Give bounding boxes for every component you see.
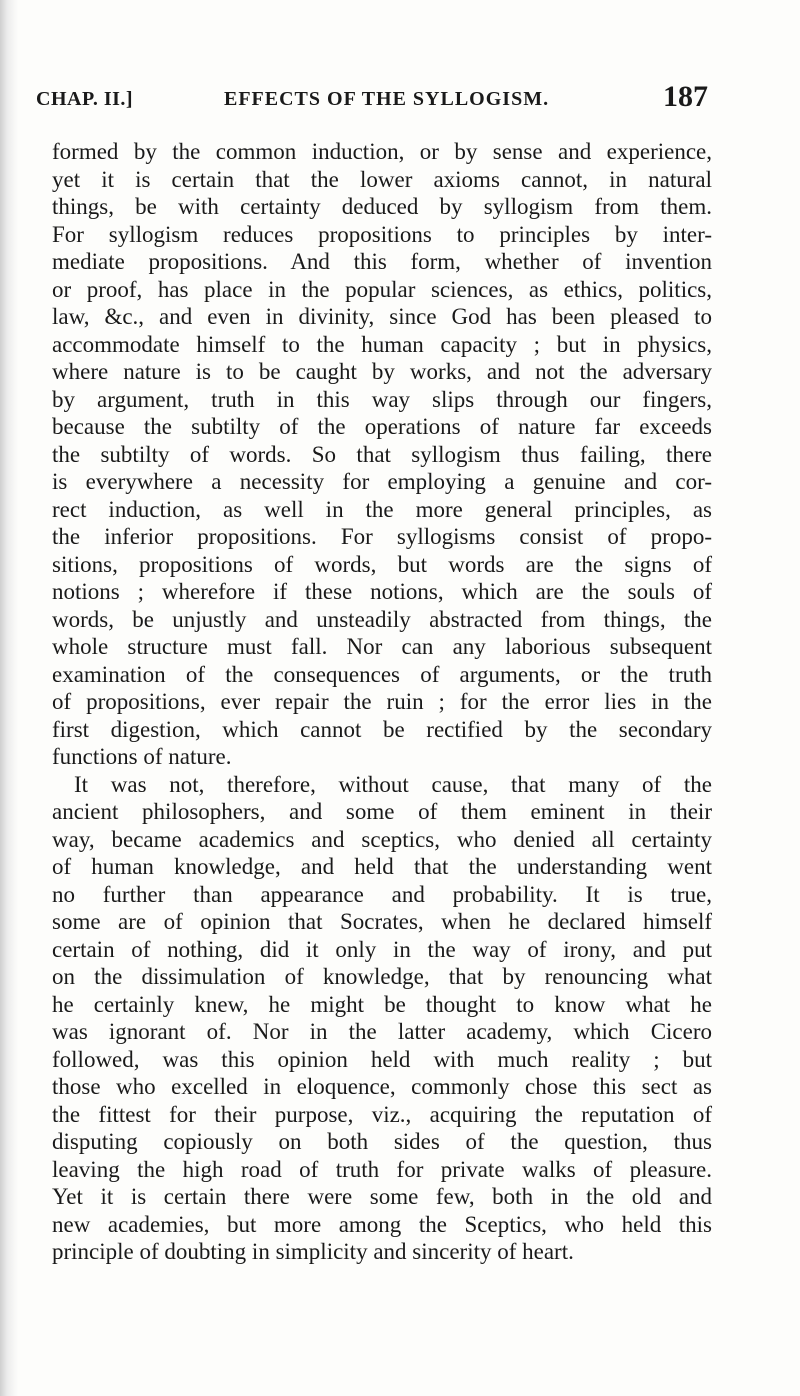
text-line: formed by the common induction, or by sense and experience,	[52, 139, 712, 164]
text-line: yet it is certain that the lower axioms cannot, in natural	[52, 166, 712, 192]
running-title: EFFECTS OF THE SYLLOGISM.	[224, 88, 550, 110]
text-line: some are of opinion that Socrates, when he declared himself	[52, 909, 712, 934]
text-line: law, &c., and even in divinity, since God has been pleased to	[52, 304, 712, 329]
text-line: ancient philosophers, and some of them eminent in their	[52, 799, 712, 824]
text-line: where nature is to be caught by works, and not the adversary	[52, 359, 712, 384]
text-line: notions ; wherefore if these notions, which are the souls of	[52, 579, 712, 604]
binding-shadow	[0, 0, 18, 1396]
text-line: Yet it is certain there were some few, both in the old and	[52, 1184, 712, 1209]
text-line: he certainly knew, he might be thought to know what he	[52, 991, 712, 1017]
text-line: It was not, therefore, without cause, that many of the	[74, 771, 712, 797]
text-line: way, became academics and sceptics, who denied all certainty	[52, 826, 712, 852]
text-line: first digestion, which cannot be rectified by the secondary	[52, 716, 712, 742]
text-line: things, be with certainty deduced by syllogism from them.	[52, 194, 712, 219]
text-line: functions of nature.	[52, 744, 232, 769]
text-line: the fittest for their purpose, viz., acquiring the reputation of	[52, 1101, 712, 1127]
text-line: followed, was this opinion held with much reality ; but	[52, 1046, 712, 1072]
text-line: rect induction, as well in the more general principles, as	[52, 496, 712, 522]
text-line: by argument, truth in this way slips through our fingers,	[52, 386, 712, 412]
text-line: certain of nothing, did it only in the way of irony, and put	[52, 936, 712, 962]
chapter-label: CHAP. II.]	[36, 88, 134, 110]
text-line: because the subtilty of the operations of nature far exceeds	[52, 414, 712, 439]
text-line: new academies, but more among the Sceptics, who held this	[52, 1211, 712, 1237]
body-text	[52, 138, 712, 1266]
text-line: words, be unjustly and unsteadily abstracted from things, the	[52, 606, 712, 632]
text-line: For syllogism reduces propositions to principles by inter-	[52, 221, 712, 247]
text-line: principle of doubting in simplicity and sincerity of heart.	[52, 1239, 574, 1264]
text-line: mediate propositions. And this form, whether of invention	[52, 249, 712, 274]
text-line: the inferior propositions. For syllogisms consist of propo-	[52, 524, 712, 549]
text-line: accommodate himself to the human capacity ; but in physics,	[52, 331, 712, 357]
text-line: the subtilty of words. So that syllogism thus failing, there	[52, 441, 712, 467]
paragraph	[52, 771, 712, 1266]
text-line: of human knowledge, and held that the understanding went	[52, 854, 712, 879]
page-number: 187	[663, 80, 708, 113]
text-line: of propositions, ever repair the ruin ; for the error lies in the	[52, 689, 712, 714]
text-line: whole structure must fall. Nor can any laborious subsequent	[52, 634, 712, 659]
text-line: examination of the consequences of arguments, or the truth	[52, 661, 712, 687]
text-line: sitions, propositions of words, but words are the signs of	[52, 551, 712, 577]
text-line: on the dissimulation of knowledge, that by renouncing what	[52, 964, 712, 989]
text-line: was ignorant of. Nor in the latter academy, which Cicero	[52, 1019, 712, 1044]
text-line: or proof, has place in the popular sciences, as ethics, politics,	[52, 276, 712, 302]
text-line: those who excelled in eloquence, commonly chose this sect as	[52, 1074, 712, 1099]
running-head	[36, 80, 708, 120]
text-line: disputing copiously on both sides of the question, thus	[52, 1129, 712, 1154]
paragraph	[52, 138, 712, 771]
text-line: no further than appearance and probability. It is true,	[52, 881, 712, 907]
text-line: is everywhere a necessity for employing a genuine and cor-	[52, 469, 712, 494]
text-line: leaving the high road of truth for private walks of pleasure.	[52, 1156, 712, 1182]
